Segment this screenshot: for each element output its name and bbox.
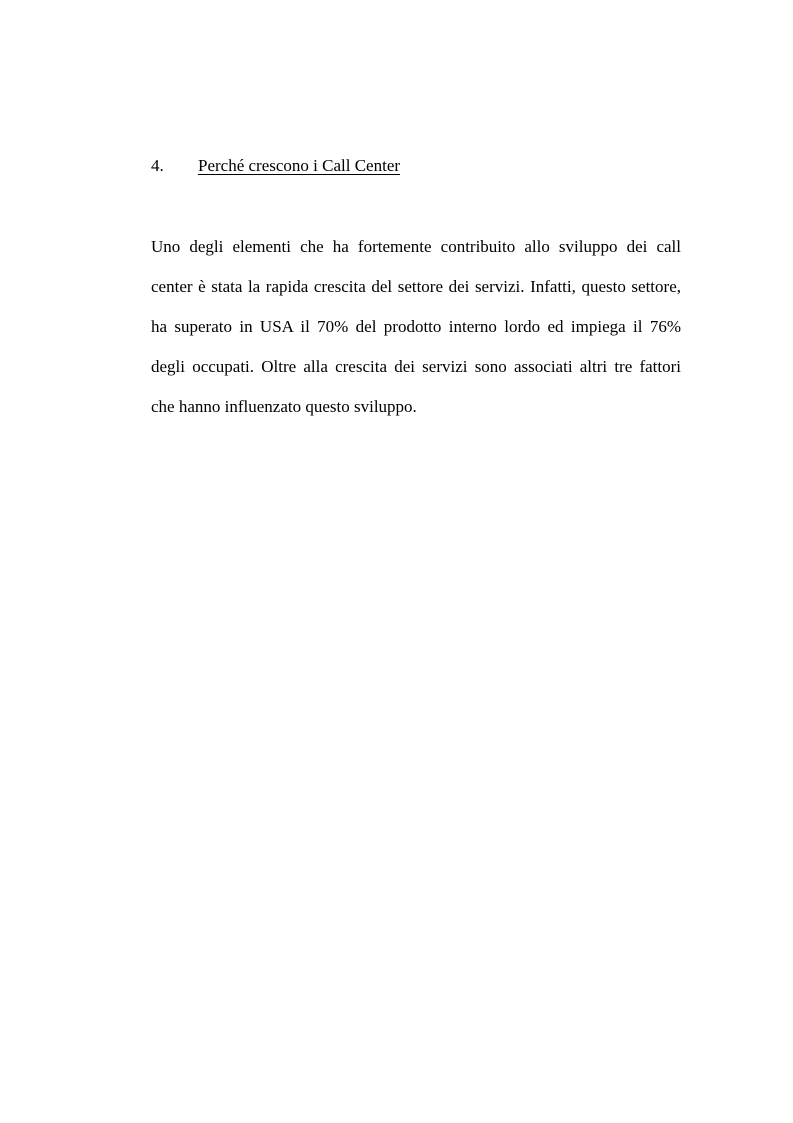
paragraph-line: Uno degli elementi che ha fortemente contribuito allo sviluppo dei call — [151, 237, 681, 256]
section-title: Perché crescono i Call Center — [198, 156, 401, 175]
paragraph-line: center è stata la rapida crescita del settore dei servizi. Infatti, questo settore, — [151, 277, 681, 296]
paragraph-line: che hanno influenzato questo sviluppo. — [151, 397, 417, 416]
body-paragraph — [151, 230, 681, 430]
section-number: 4. — [151, 156, 164, 175]
paragraph-line: ha superato in USA il 70% del prodotto interno lordo ed impiega il 76% — [151, 317, 681, 336]
section-heading — [151, 152, 681, 180]
paragraph-line: degli occupati. Oltre alla crescita dei servizi sono associati altri tre fattori — [151, 357, 681, 376]
